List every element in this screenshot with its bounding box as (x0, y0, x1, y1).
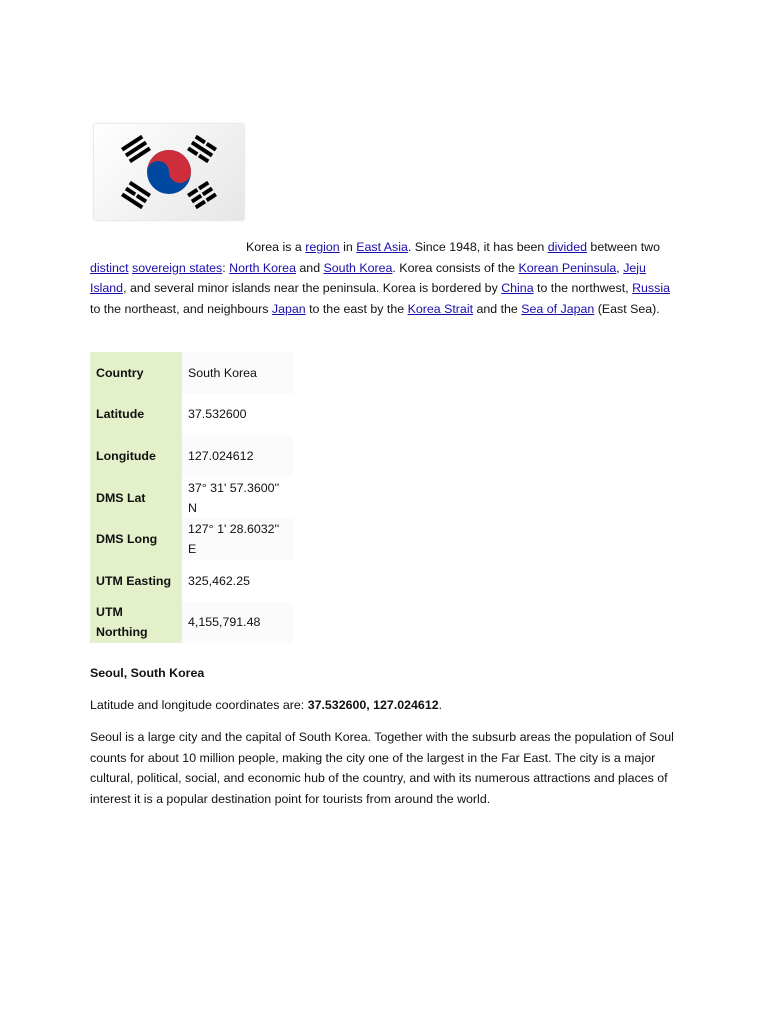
table-label: DMS Long (90, 518, 182, 560)
intro-text: , and several minor islands near the peninsula. Korea is bordered by (123, 281, 502, 295)
coords-suffix: . (438, 698, 443, 712)
intro-text: between two (586, 240, 660, 254)
location-info-table (90, 352, 293, 643)
table-row (90, 602, 293, 644)
intro-text: to the east by the (305, 301, 408, 316)
table-value: 127.024612 (182, 435, 293, 477)
intro-text: to the northeast, and neighbours (90, 301, 272, 316)
intro-text: in (339, 240, 357, 254)
table-value: 37° 31' 57.3600'' N (182, 477, 293, 519)
intro-text: : (222, 260, 230, 275)
flag-icon (94, 124, 244, 220)
coords-prefix: Latitude and longitude coordinates are: (90, 698, 308, 712)
table-row (90, 560, 293, 602)
table-value: 4,155,791.48 (182, 602, 293, 644)
table-label: UTM Easting (90, 560, 182, 602)
south-korea-flag-image (94, 124, 244, 220)
intro-text: . Since 1948, it has been (407, 240, 548, 254)
table-value: 37.532600 (182, 394, 293, 436)
table-row (90, 435, 293, 477)
table-value: 127° 1' 28.6032'' E (182, 518, 293, 560)
table-row (90, 477, 293, 519)
seoul-description: Seoul is a large city and the capital of South Korea. Together with the subsurb areas the population of Soul counts for about 10 million people, making the city one of the largest in the Far East. The city is a major cultural, political, social, and economic hub of the country, and with its numerous attractions and places of interest it is a popular destination point for tourists from around the world. (90, 730, 674, 806)
link-distinct[interactable]: distinct (90, 260, 129, 275)
location-caption: Seoul, South Korea (90, 666, 205, 680)
link-south-korea[interactable]: South Korea (323, 260, 393, 275)
link-east-asia[interactable]: East Asia (356, 240, 408, 254)
korea-intro-paragraph (90, 237, 680, 319)
intro-text: Korea is a (246, 240, 306, 254)
link-north-korea[interactable]: North Korea (229, 260, 296, 275)
link-china[interactable]: China (501, 281, 534, 295)
table-row (90, 352, 293, 394)
link-japan[interactable]: Japan (271, 301, 306, 316)
table-label: Latitude (90, 394, 182, 436)
table-value: South Korea (182, 352, 293, 394)
intro-text: (East Sea). (594, 301, 660, 316)
intro-text: to the northwest, (533, 281, 633, 295)
table-label: Country (90, 352, 182, 394)
table-label: DMS Lat (90, 477, 182, 519)
coords-value: 37.532600, 127.024612 (307, 698, 439, 712)
link-korean-peninsula[interactable]: Korean Peninsula (518, 260, 617, 275)
table-label: Longitude (90, 435, 182, 477)
intro-text: . Korea consists of the (392, 260, 519, 275)
coordinates-sentence (90, 695, 680, 716)
link-sea-of-japan[interactable]: Sea of Japan (521, 301, 595, 316)
link-divided[interactable]: divided (547, 240, 587, 254)
intro-text: and (295, 260, 324, 275)
link-jeju-island[interactable]: Jeju Island (90, 260, 646, 295)
link-korea-strait[interactable]: Korea Strait (407, 301, 474, 316)
intro-text: , (616, 260, 624, 275)
link-region[interactable]: region (305, 240, 340, 254)
link-sovereign-states[interactable]: sovereign states (132, 260, 223, 275)
table-row (90, 394, 293, 436)
table-value: 325,462.25 (182, 560, 293, 602)
table-row (90, 518, 293, 560)
table-label: UTM Northing (90, 602, 182, 644)
link-russia[interactable]: Russia (632, 281, 670, 295)
intro-text: and the (473, 301, 522, 316)
